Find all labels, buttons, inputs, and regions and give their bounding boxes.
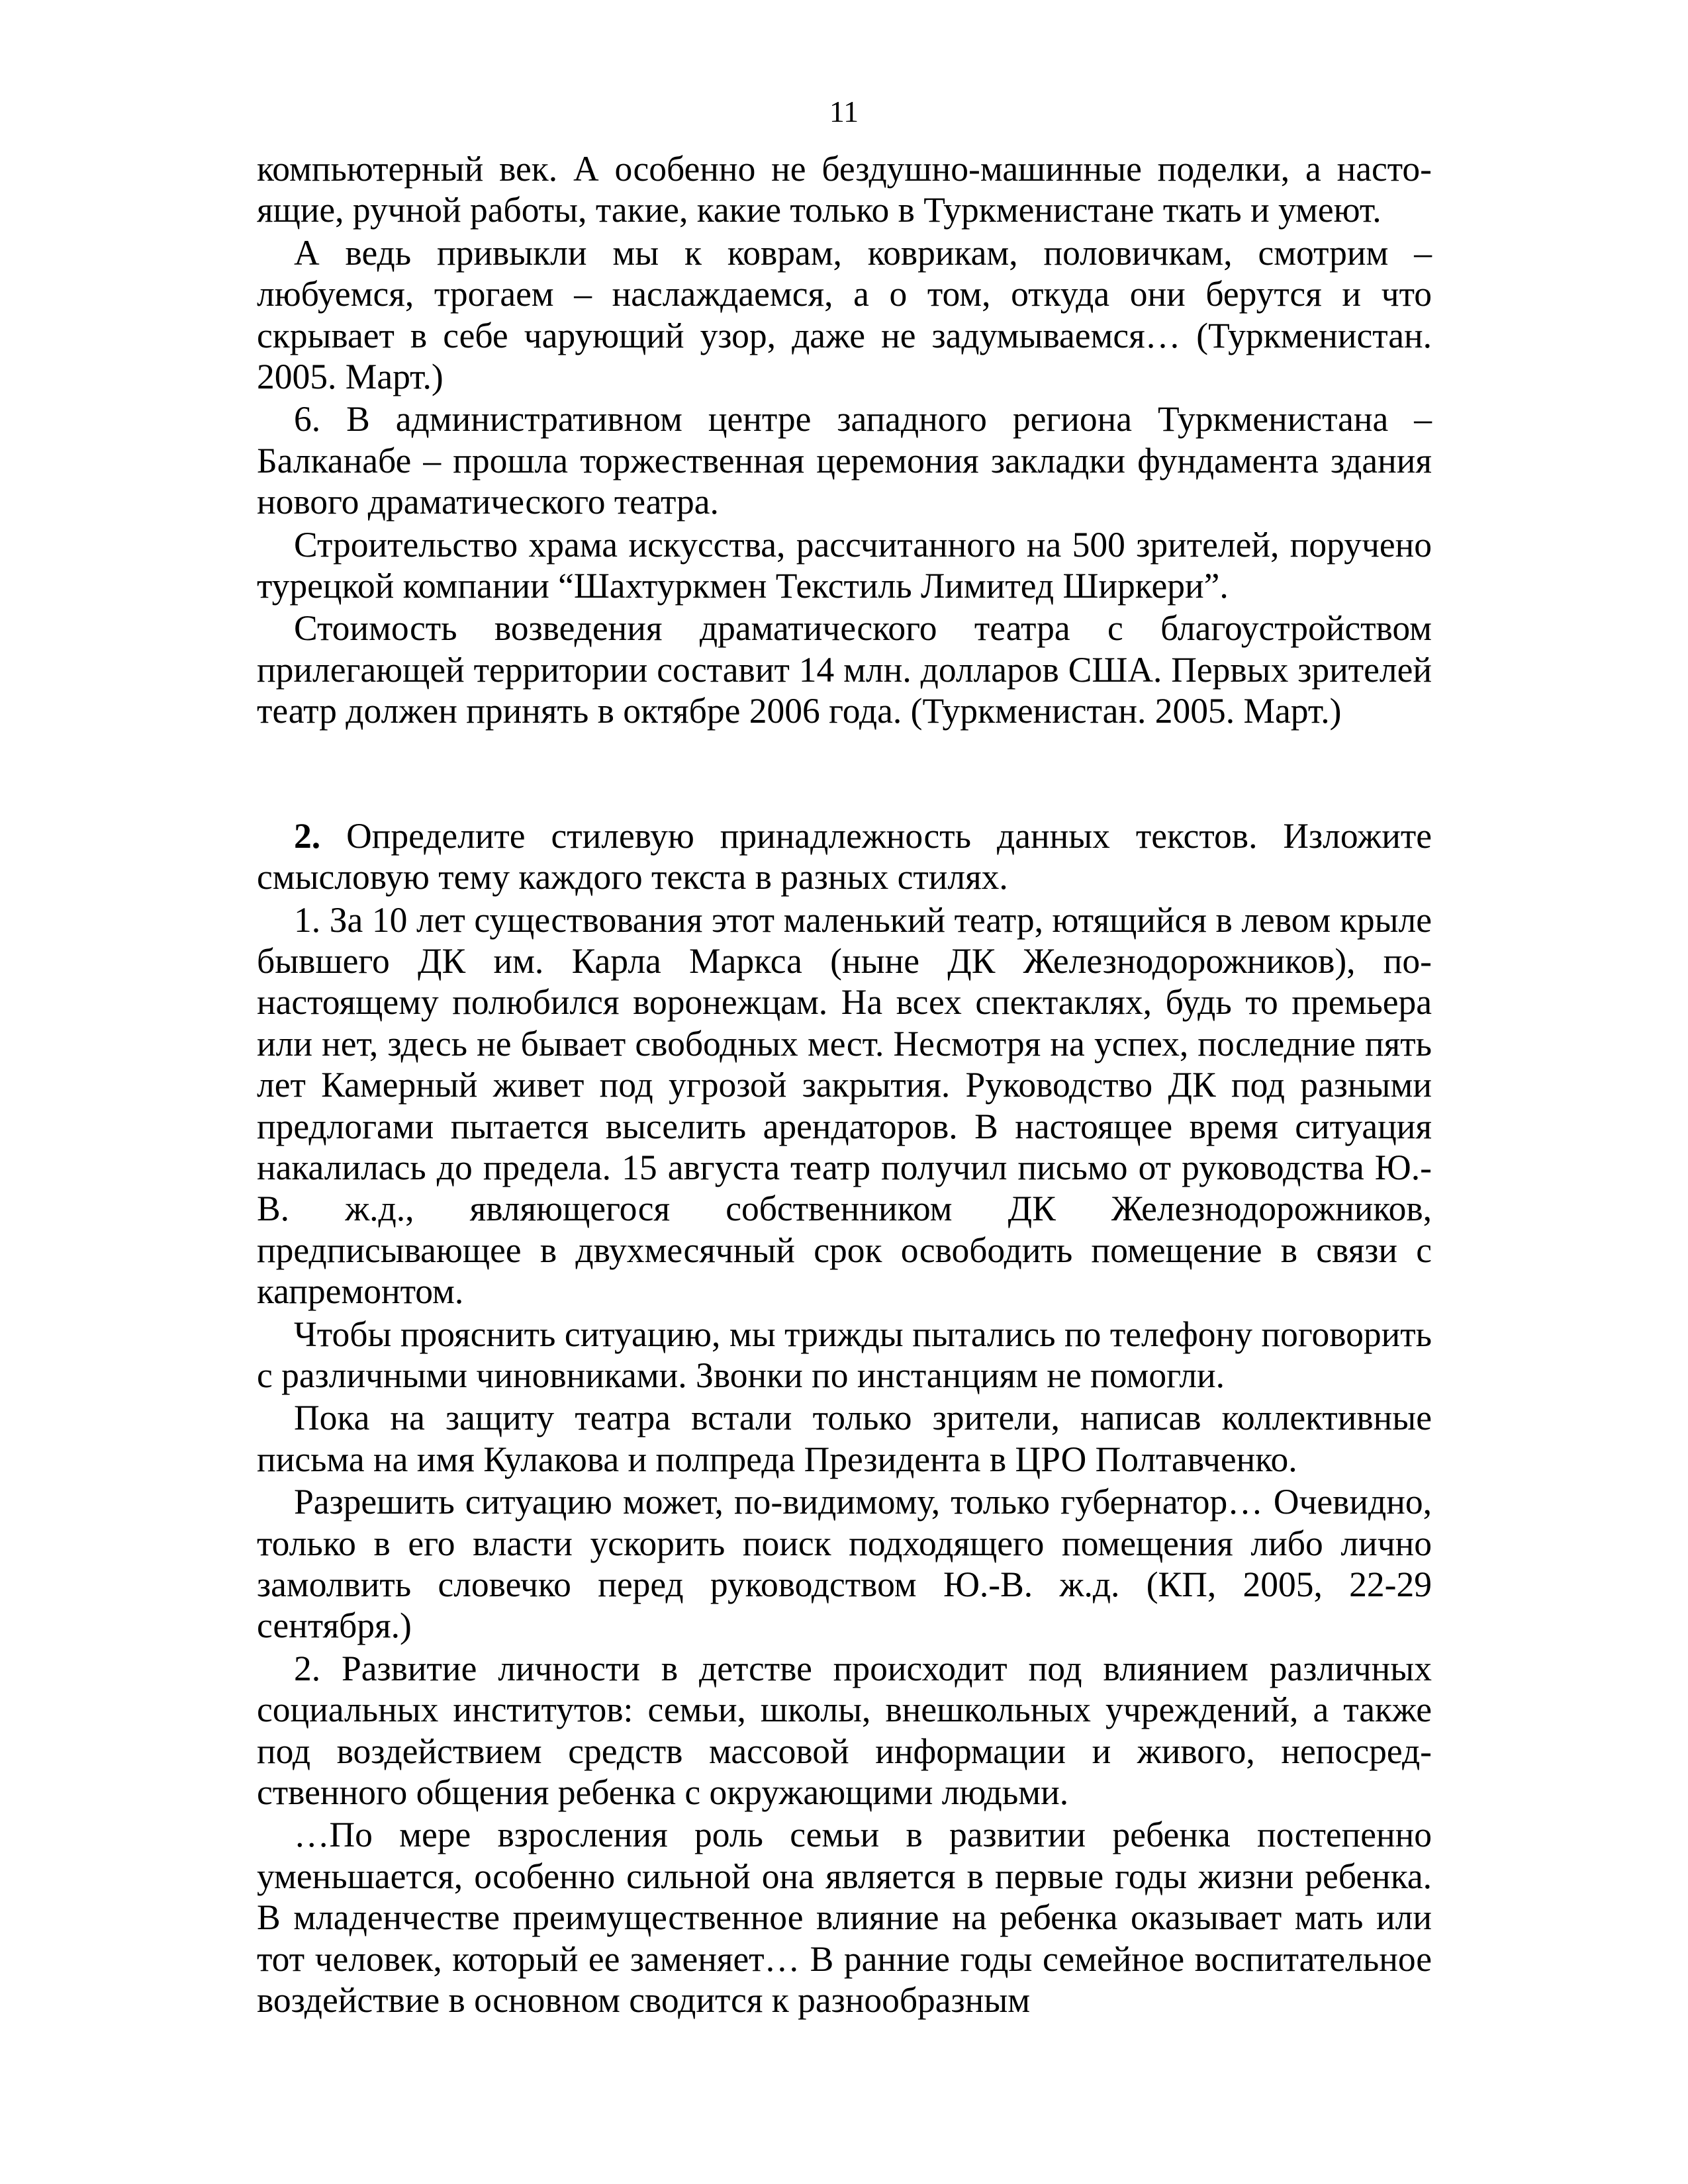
paragraph: А ведь привыкли мы к коврам, коврикам, половичкам, смотрим – любуемся, трогаем – наслаждаемся, а о том, откуда они берутся и что скрывает в себе чарующий узор, даже не задумываемся… (Туркменистан. 2005. Март.) <box>257 232 1432 397</box>
task-number: 2. <box>294 815 321 856</box>
paragraph: …По мере взросления роль семьи в развитии ребенка постепенно уменьшается, особенно сильной она является в первые годы жизни ребенка. В младенчестве преимущественное влияние на ребенка оказывает мать или тот человек, который ее заменяет… В ранние годы семейное воспитательное воздействие в основном сводится к разнообразным <box>257 1815 1432 2021</box>
paragraph: Чтобы прояснить ситуацию, мы трижды пытались по телефону поговорить с различными чиновниками. Звонки по инстанциям не помогли. <box>257 1314 1432 1395</box>
page-number: 11 <box>829 95 859 128</box>
task-heading <box>257 815 1432 898</box>
paragraph: 2. Развитие личности в детстве происходит под влиянием различных социальных институтов: семьи, школы, внешкольных учреждений, а также под воздействием средств массовой информации и живого, непосредственного общения ребенка с окружающими людьми. <box>257 1648 1432 1813</box>
paragraph: Стоимость возведения драматического театра с благоустройством прилегающей территории составит 14 млн. долларов США. Первых зрителей театр должен принять в октябре 2006 года. (Туркменистан. 2005. Март.) <box>257 608 1432 731</box>
paragraph: 1. За 10 лет существования этот маленький театр, ютящийся в левом крыле бывшего ДК им. Карла Маркса (ныне ДК Железнодорожников), по-настоящему полюбился воронежцам. На всех спектаклях, будь то премьера или нет, здесь не бывает свободных мест. Несмотря на успех, последние пять лет Камерный живет под угрозой закрытия. Руководство ДК под разными предлогами пытается выселить арендаторов. В настоящее время ситуация накалилась до предела. 15 августа театр получил письмо от руководства Ю.-В. ж.д., являющегося собственником ДК Железнодорожников, предписывающее в двухмесячный срок освободить помещение в связи с капремонтом. <box>257 899 1432 1312</box>
paragraph: Строительство храма искусства, рассчитанного на 500 зрителей, поручено турецкой компании “Шахтуркмен Текстиль Лимитед Ширкери”. <box>257 524 1432 606</box>
section-gap <box>257 733 1432 815</box>
paragraph: Пока на защиту театра встали только зрители, написав коллективные письма на имя Кулакова и полпреда Президента в ЦРО Полтавченко. <box>257 1398 1432 1479</box>
task-text: Определите стилевую принадлежность данных текстов. Изложите смысловую тему каждого текста в разных стилях. <box>257 815 1432 897</box>
paragraph: 6. В административном центре западного региона Туркменистана – Балканабе – прошла торжественная церемония закладки фундамента здания нового драматического театра. <box>257 399 1432 522</box>
page-body <box>257 148 1432 2022</box>
paragraph: компьютерный век. А особенно не бездушно-машинные поделки, а настоящие, ручной работы, такие, какие только в Туркменистане ткать и умеют. <box>257 149 1432 230</box>
paragraph: Разрешить ситуацию может, по-видимому, только губернатор… Очевидно, только в его власти ускорить поиск подходящего помещения либо лично замолвить словечко перед руководством Ю.-В. ж.д. (КП, 2005, 22-29 сентября.) <box>257 1482 1432 1646</box>
